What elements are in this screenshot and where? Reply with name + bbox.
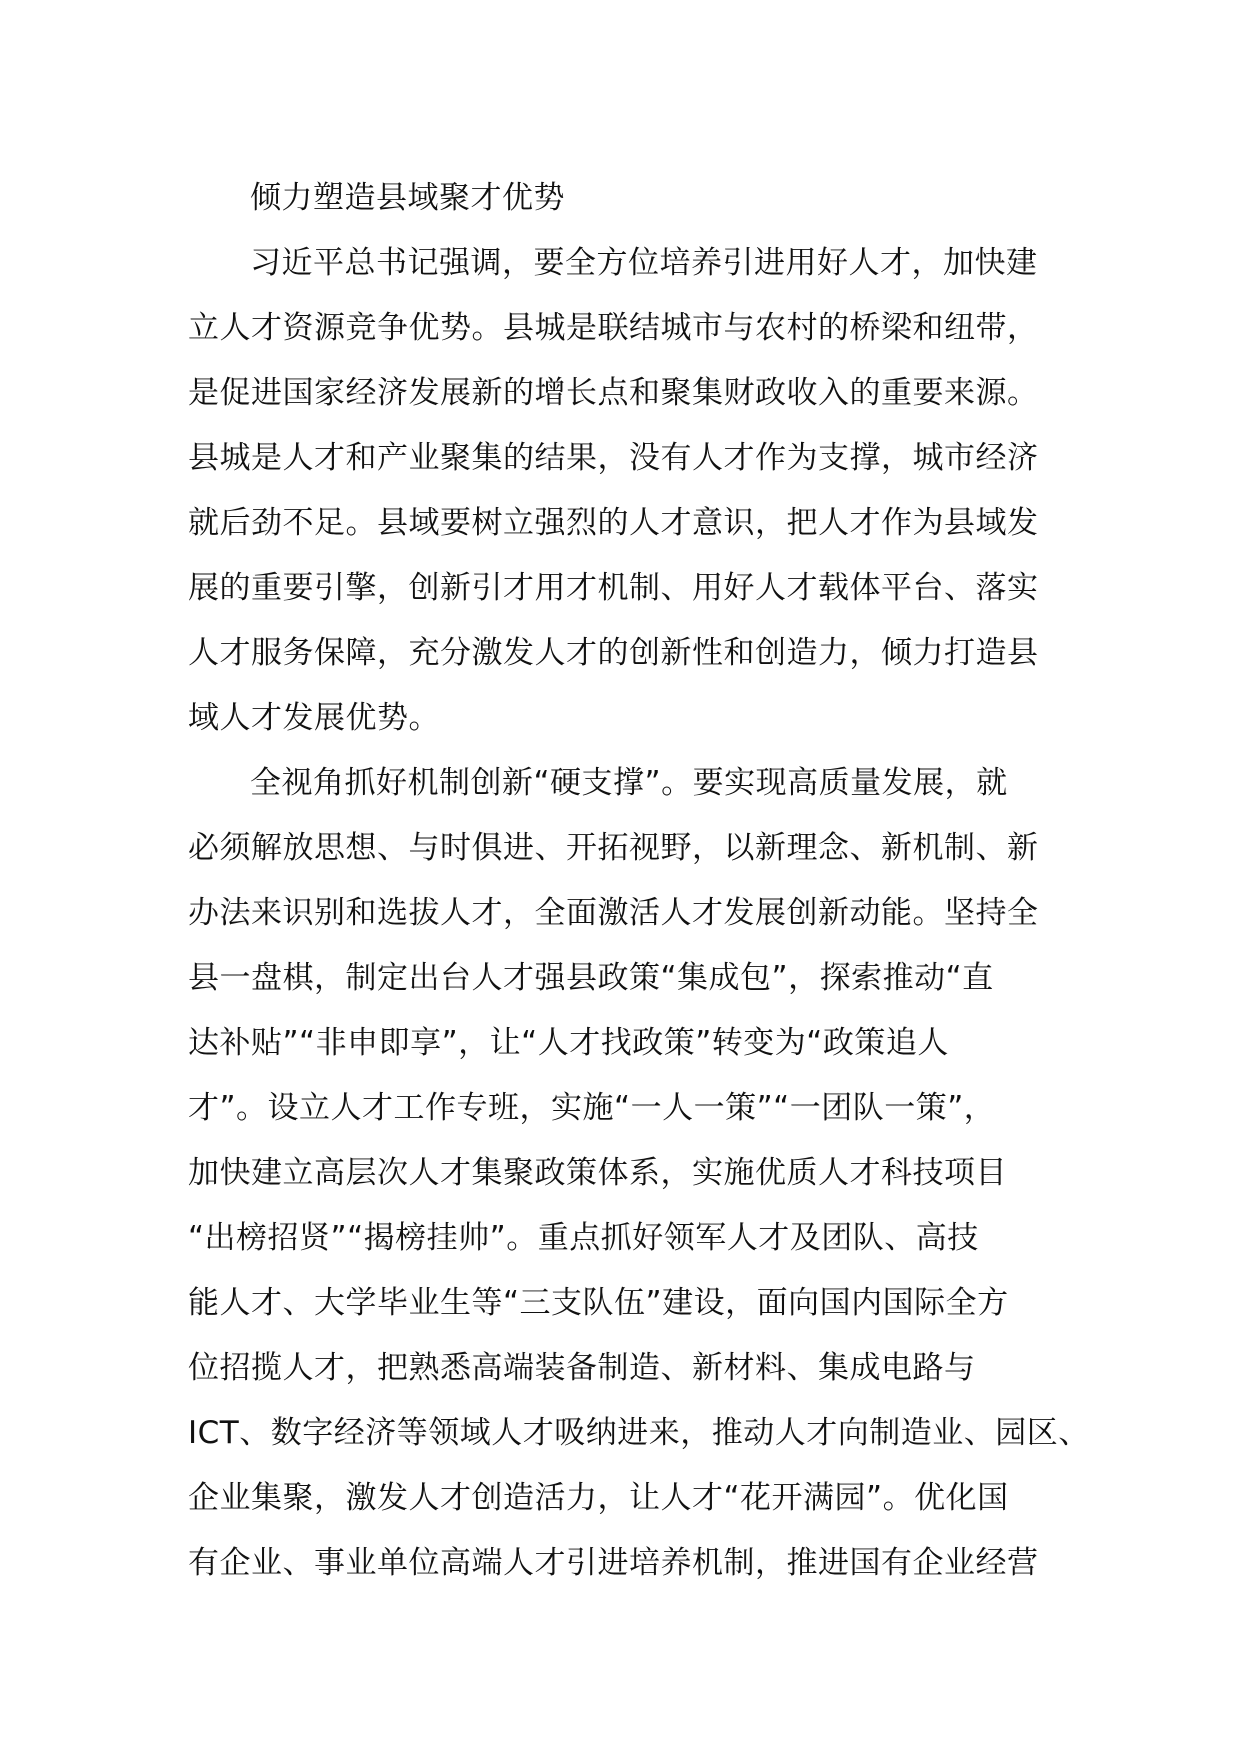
paragraph-line: 位招揽人才，把熟悉高端装备制造、新材料、集成电路与	[188, 1350, 976, 1386]
paragraph-line: ICT、数字经济等领域人才吸纳进来，推动人才向制造业、园区、	[188, 1415, 1090, 1451]
paragraph-line: 习近平总书记强调，要全方位培养引进用好人才，加快建	[250, 245, 1038, 281]
paragraph-line: 人才服务保障，充分激发人才的创新性和创造力，倾力打造县	[188, 635, 1039, 671]
paragraph-line: 全视角抓好机制创新“硬支撑”。要实现高质量发展，就	[250, 765, 1008, 801]
paragraph-line: 展的重要引擎，创新引才用才机制、用好人才载体平台、落实	[188, 570, 1039, 606]
paragraph-line: 域人才发展优势。	[188, 700, 440, 736]
paragraph-line: 是促进国家经济发展新的增长点和聚集财政收入的重要来源。	[188, 375, 1039, 411]
paragraph-line: 有企业、事业单位高端人才引进培养机制，推进国有企业经营	[188, 1545, 1039, 1581]
paragraph-line: 能人才、大学毕业生等“三支队伍”建设，面向国内国际全方	[188, 1285, 1009, 1321]
paragraph-line: 达补贴”“非申即享”，让“人才找政策”转变为“政策追人	[188, 1025, 949, 1061]
paragraph-line: 县一盘棋，制定出台人才强县政策“集成包”，探索推动“直	[188, 960, 994, 996]
paragraph-line: 才”。设立人才工作专班，实施“一人一策”“一团队一策”，	[188, 1090, 996, 1126]
paragraph-line: 办法来识别和选拔人才，全面激活人才发展创新动能。坚持全	[188, 895, 1039, 931]
paragraph-line: 企业集聚，激发人才创造活力，让人才“花开满园”。优化国	[188, 1480, 1009, 1516]
paragraph-line: 就后劲不足。县域要树立强烈的人才意识，把人才作为县域发	[188, 505, 1039, 541]
paragraph-line: 立人才资源竞争优势。县城是联结城市与农村的桥梁和纽带，	[188, 310, 1039, 346]
paragraph-line: “出榜招贤”“揭榜挂帅”。重点抓好领军人才及团队、高技	[188, 1220, 979, 1256]
paragraph-line: 加快建立高层次人才集聚政策体系，实施优质人才科技项目	[188, 1155, 1007, 1191]
document-title: 倾力塑造县域聚才优势	[250, 180, 565, 216]
paragraph-line: 必须解放思想、与时俱进、开拓视野，以新理念、新机制、新	[188, 830, 1039, 866]
paragraph-line: 县城是人才和产业聚集的结果，没有人才作为支撑，城市经济	[188, 440, 1039, 476]
